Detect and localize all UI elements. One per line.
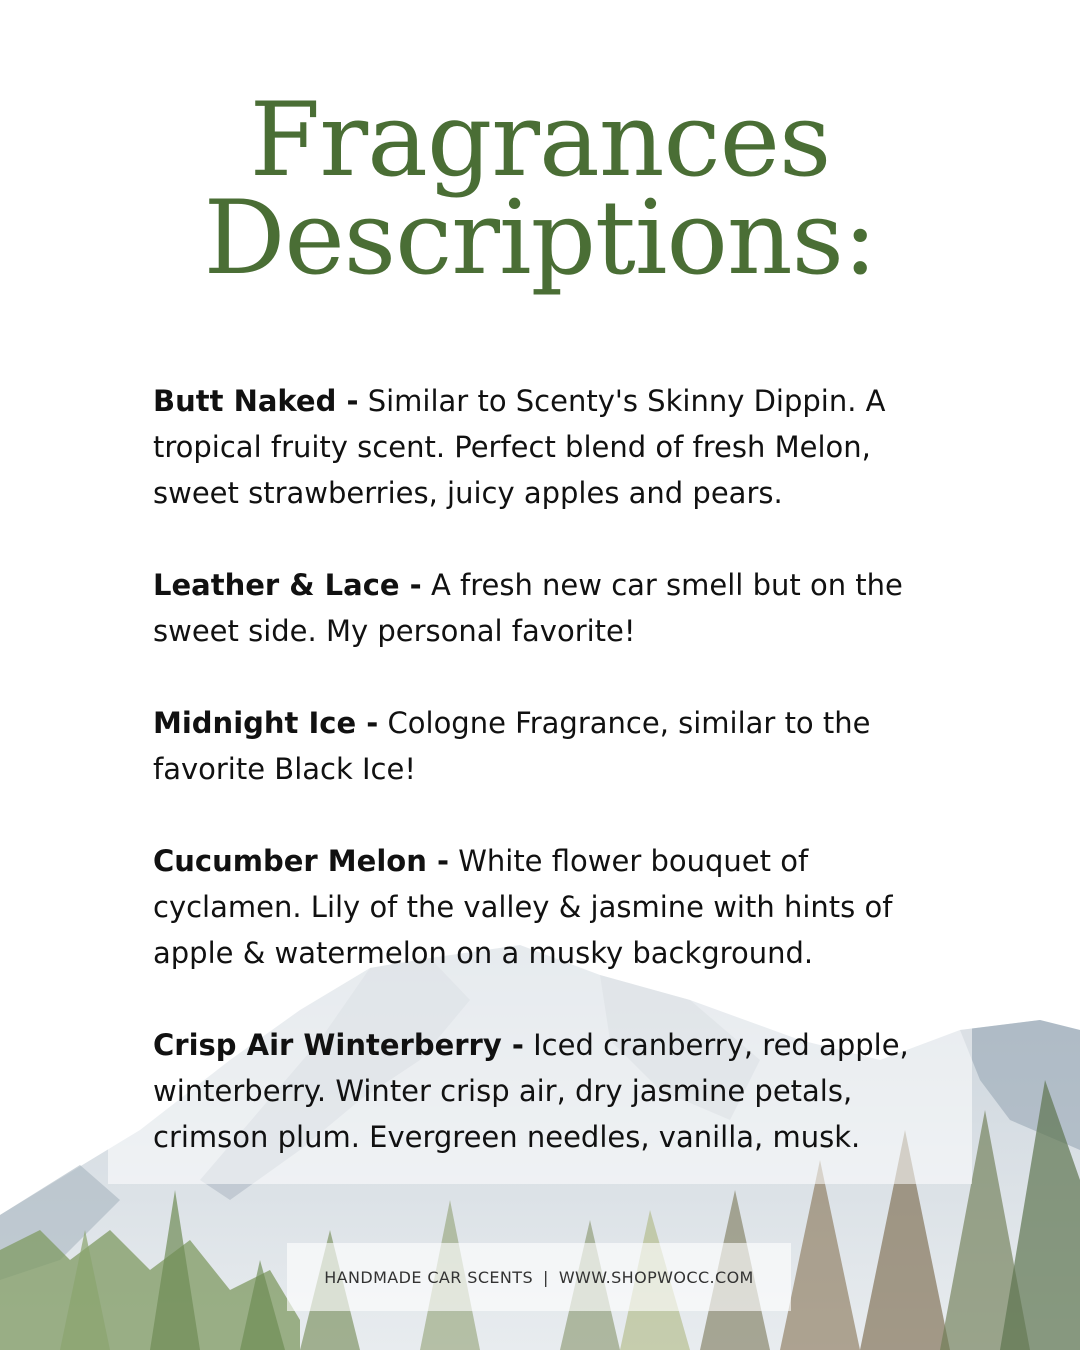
fragrance-entry-crisp-air-winterberry: [153, 1022, 943, 1160]
fragrance-description: Iced cranberry, red apple, winterberry. Winter crisp air, dry jasmine petals, crimson plum. Evergreen needles, vanilla, musk.: [153, 1028, 909, 1154]
fragrance-entry-midnight-ice: [153, 700, 943, 792]
footer-website-link[interactable]: WWW.SHOPWOCC.COM: [558, 1267, 754, 1287]
fragrance-entry-leather-lace: [153, 562, 943, 654]
fragrance-description: A fresh new car smell but on the sweet side. My personal favorite!: [153, 568, 903, 648]
title-line-2: Descriptions:: [203, 179, 877, 298]
footer-tagline: HANDMADE CAR SCENTS: [324, 1267, 534, 1287]
fragrance-entry-butt-naked: [153, 378, 943, 516]
title-line-1: Fragrances: [249, 81, 831, 200]
fragrance-description: Similar to Scenty's Skinny Dippin. A tropical fruity scent. Perfect blend of fresh Melon, sweet strawberries, juicy apples and pears.: [153, 384, 886, 510]
fragrance-name: Butt Naked -: [153, 384, 359, 418]
fragrance-description: Cologne Fragrance, similar to the favorite Black Ice!: [153, 706, 871, 786]
fragrance-entry-cucumber-melon: [153, 838, 943, 976]
fragrance-name: Cucumber Melon -: [153, 844, 449, 878]
fragrance-name: Leather & Lace -: [153, 568, 422, 602]
footer-separator: |: [543, 1267, 549, 1287]
fragrance-name: Crisp Air Winterberry -: [153, 1028, 524, 1062]
page-title: [0, 81, 1080, 298]
fragrance-list: [153, 378, 943, 1206]
fragrance-description: White flower bouquet of cyclamen. Lily of the valley & jasmine with hints of apple & watermelon on a musky background.: [153, 844, 893, 970]
footer-banner: [287, 1243, 791, 1311]
fragrance-name: Midnight Ice -: [153, 706, 379, 740]
